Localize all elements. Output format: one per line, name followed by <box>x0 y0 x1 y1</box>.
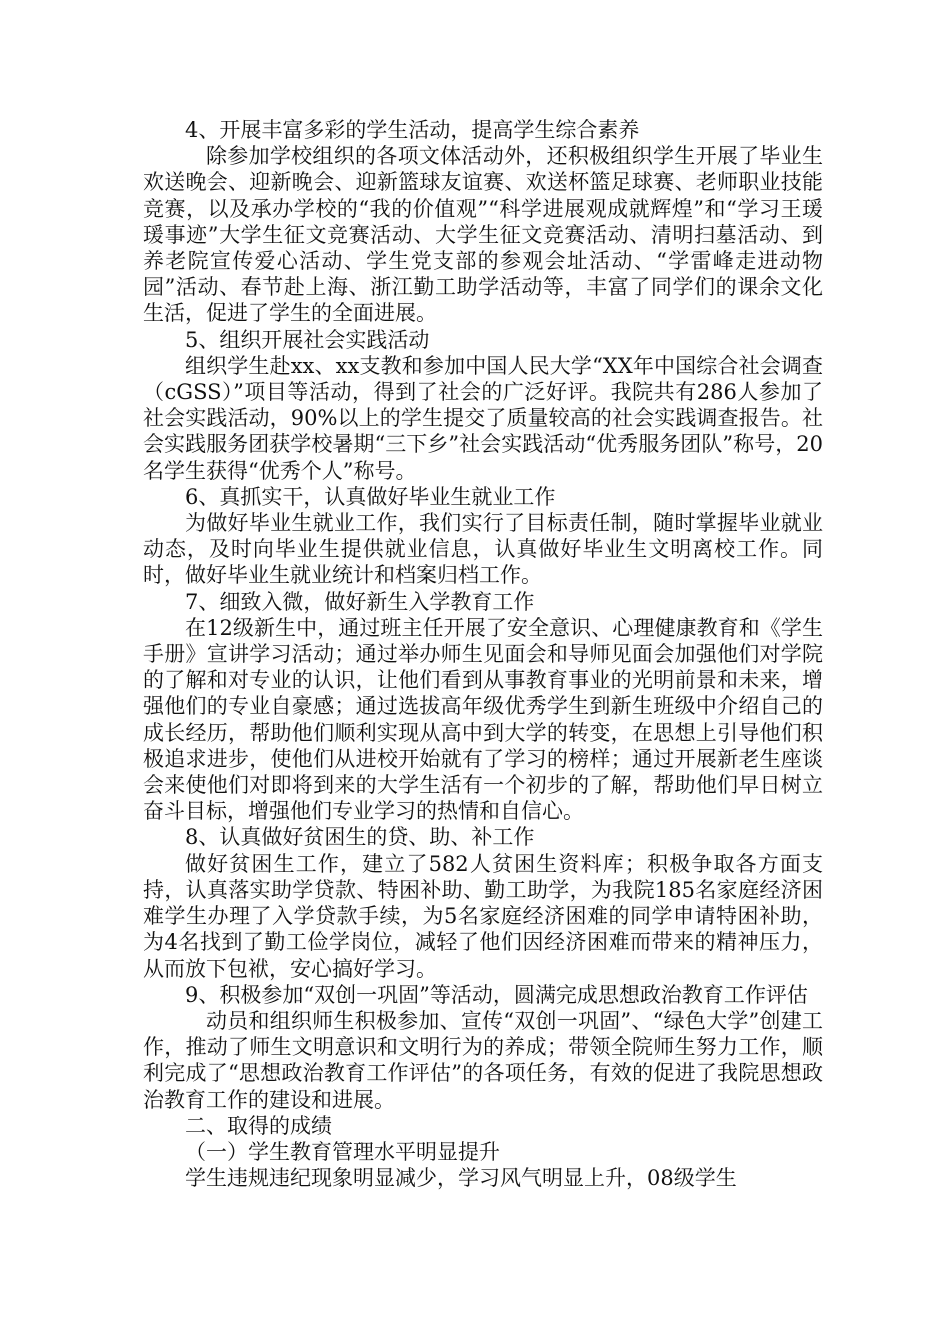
body-paragraph: 组织学生赴xx、xx支教和参加中国人民大学“XX年中国综合社会调查（cGSS）”项目等活动，得到了社会的广泛好评。我院共有286人参加了社会实践活动，90%以上的学生提交了质量较高的社会实践调查报告。社会实践服务团获学校暑期“三下乡”社会实践活动“优秀服务团队”称号，20名学生获得“优秀个人”称号。 <box>143 353 823 483</box>
subsection-heading: （一）学生教育管理水平明显提升 <box>185 1139 500 1164</box>
body-paragraph: 为做好毕业生就业工作，我们实行了目标责任制，随时掌握毕业就业动态，及时向毕业生提供就业信息，认真做好毕业生文明离校工作。同时，做好毕业生就业统计和档案归档工作。 <box>143 511 823 588</box>
section-heading: 5、组织开展社会实践活动 <box>185 327 430 352</box>
section-heading: 6、真抓实干，认真做好毕业生就业工作 <box>185 484 556 509</box>
section-heading: 4、开展丰富多彩的学生活动，提高学生综合素养 <box>185 118 640 142</box>
body-paragraph: 在12级新生中，通过班主任开展了安全意识、心理健康教育和《学生手册》宣讲学习活动；通过举办师生见面会和导师见面会加强他们对学院的了解和对专业的认识，让他们看到从事教育事业的光明前景和未来，增强他们的专业自豪感；通过选拔高年级优秀学生到新生班级中介绍自己的成长经历，帮助他们顺利实现从高中到大学的转变，在思想上引导他们积极追求进步，使他们从进校开始就有了学习的榜样；通过开展新老生座谈会来使他们对即将到来的大学生活有一个初步的了解，帮助他们早日树立奋斗目标，增强他们专业学习的热情和自信心。 <box>143 615 823 824</box>
body-paragraph: 除参加学校组织的各项文体活动外，还积极组织学生开展了毕业生欢送晚会、迎新晚会、迎新篮球友谊赛、欢送杯篮足球赛、老师职业技能竞赛，以及承办学校的“我的价值观”“科学进展观成就辉煌”和“学习王瑗瑗事迹”大学生征文竞赛活动、大学生征文竞赛活动、清明扫墓活动、到养老院宣传爱心活动、学生党支部的参观会址活动、“学雷峰走进动物园”活动、春节赴上海、浙江勤工助学活动等，丰富了同学们的课余文化生活，促进了学生的全面进展。 <box>143 144 823 326</box>
body-paragraph: 学生违规违纪现象明显减少，学习风气明显上升，08级学生 <box>185 1166 737 1191</box>
section-heading: 9、积极参加“双创一巩固”等活动，圆满完成思想政治教育工作评估 <box>185 982 808 1007</box>
document-body <box>143 117 823 1191</box>
body-paragraph: 做好贫困生工作，建立了582人贫困生资料库；积极争取各方面支持，认真落实助学贷款、特困补助、勤工助学，为我院185名家庭经济困难学生办理了入学贷款手续，为5名家庭经济困难的同学申请特困补助，为4名找到了勤工俭学岗位，减轻了他们因经济困难而带来的精神压力，从而放下包袱，安心搞好学习。 <box>143 851 823 981</box>
body-paragraph: 动员和组织师生积极参加、宣传“双创一巩固”、“绿色大学”创建工作，推动了师生文明意识和文明行为的养成；带领全院师生努力工作，顺利完成了“思想政治教育工作评估”的各项任务，有效的促进了我院思想政治教育工作的建设和进展。 <box>143 1008 823 1112</box>
section-heading: 7、细致入微，做好新生入学教育工作 <box>185 589 535 614</box>
section-heading: 8、认真做好贫困生的贷、助、补工作 <box>185 825 535 850</box>
chapter-heading: 二、取得的成绩 <box>185 1113 332 1138</box>
